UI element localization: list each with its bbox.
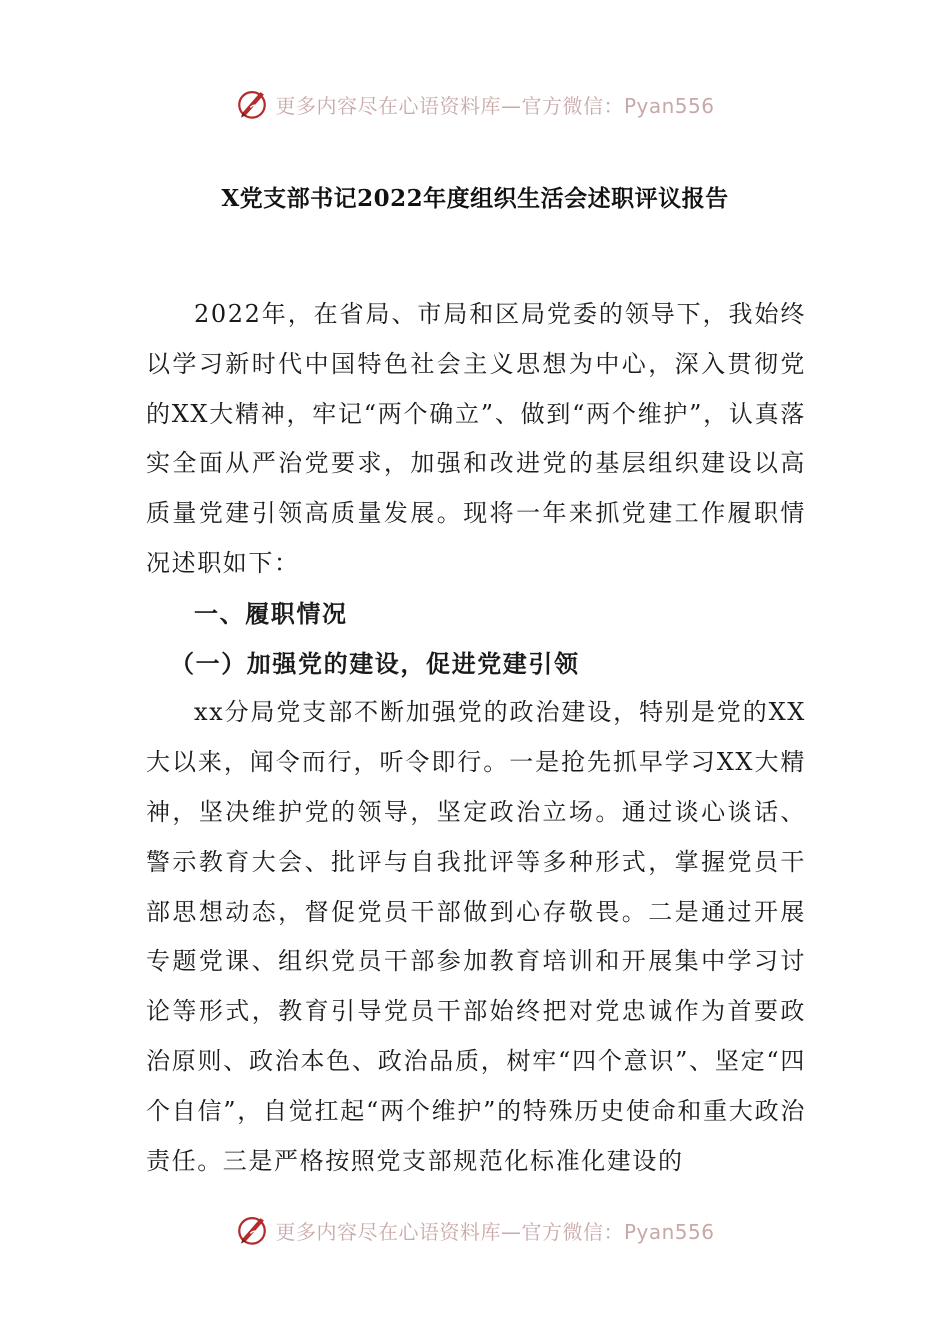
subsection-paragraph: xx分局党支部不断加强党的政治建设，特别是党的XX大以来，闻令而行，听令即行。一是抢先抓早学习XX大精神，坚决维护党的领导，坚定政治立场。通过谈心谈话、警示教育大会、批评与自我批评等多种形式，掌握党员干部思想动态，督促党员干部做到心存敬畏。二是通过开展专题党课、组织党员干部参加教育培训和开展集中学习讨论等形式，教育引导党员干部始终把对党忠诚作为首要政治原则、政治本色、政治品质，树牢“四个意识”、坚定“四个自信”，自觉扛起“两个维护”的特殊历史使命和重大政治责任。三是严格按照党支部规范化标准化建设的: [146, 698, 806, 1175]
pen-circle-logo-icon: [235, 87, 269, 121]
footer-watermark: [0, 1210, 950, 1250]
header-watermark: [0, 84, 950, 124]
pen-circle-logo-icon: [235, 1213, 269, 1247]
document-body: [146, 290, 806, 1186]
subsection-heading: （一）加强党的建设，促进党建引领: [170, 648, 580, 678]
watermark-text: 更多内容尽在心语资料库—官方微信：Pyan556: [275, 1219, 715, 1244]
watermark-text: 更多内容尽在心语资料库—官方微信：Pyan556: [275, 93, 715, 118]
section-heading: 一、履职情况: [194, 598, 348, 628]
intro-paragraph: 2022年，在省局、市局和区局党委的领导下，我始终以学习新时代中国特色社会主义思想为中心，深入贯彻党的XX大精神，牢记“两个确立”、做到“两个维护”，认真落实全面从严治党要求，加强和改进党的基层组织建设以高质量党建引领高质量发展。现将一年来抓党建工作履职情况述职如下：: [146, 300, 806, 577]
document-title: X党支部书记2022年度组织生活会述职评议报告: [221, 185, 729, 212]
